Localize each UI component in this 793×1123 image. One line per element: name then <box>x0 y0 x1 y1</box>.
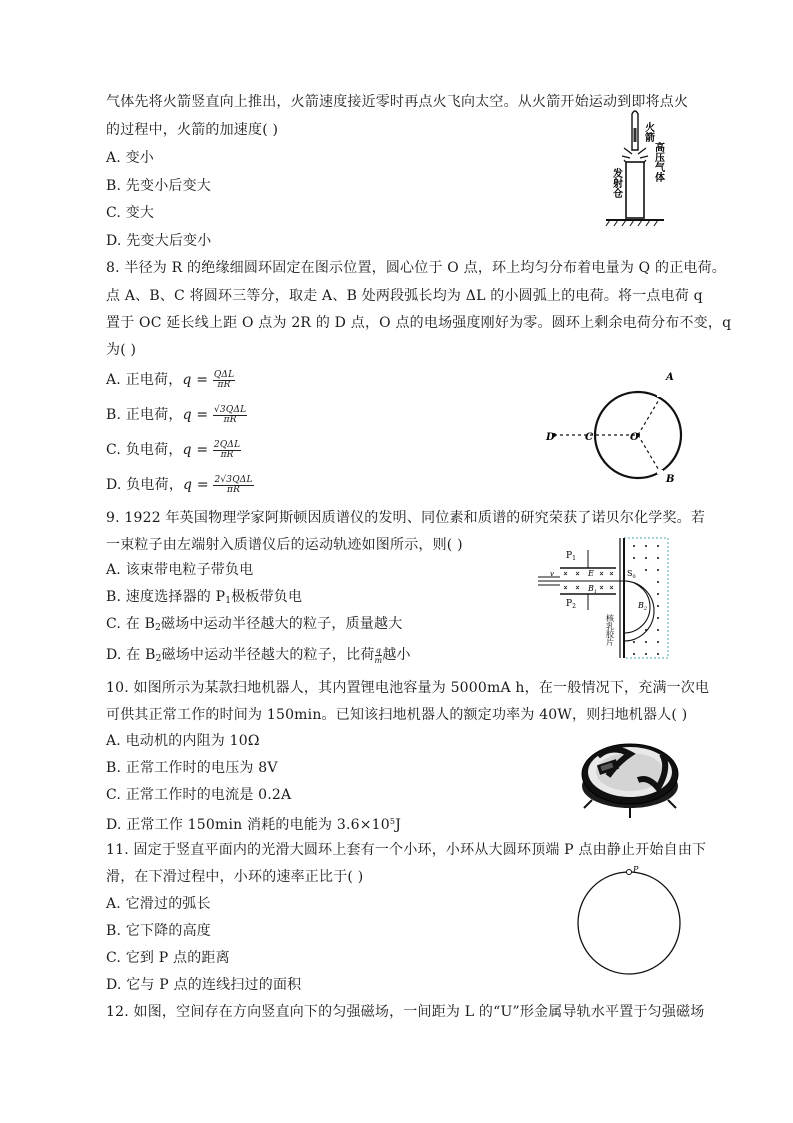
q11-option-c: C. 它到 P 点的距离 <box>106 950 230 966</box>
label-p1: $P_1$ <box>566 551 576 562</box>
q10-option-c: C. 正常工作时的电流是 0.2A <box>106 787 292 803</box>
gap-b <box>657 470 663 474</box>
q8-option-d-text: D. 负电荷， <box>106 477 184 493</box>
q9-option-d-post: 越小 <box>382 647 411 663</box>
q8-stem-line-4: 为( ) <box>106 342 137 358</box>
q9-option-c <box>106 614 402 638</box>
q9-option-a: A. 该束带电粒子带负电 <box>106 562 254 578</box>
gas-label: 高压气体 <box>652 142 664 182</box>
label-o: O <box>630 432 639 443</box>
q8-stem-line-3: 置于 OC 延长线上距 O 点为 2R 的 D 点，O 点的电场强度刚好为零。圆环上剩余电荷分布不变，q <box>106 315 732 331</box>
label-s0: $S_0$ <box>627 569 636 580</box>
q9-option-b <box>106 587 302 611</box>
q8-option-a-fraction <box>213 371 235 390</box>
q12-stem-line-1: 12. 如图，空间存在方向竖直向下的匀强磁场，一间距为 L 的“U”形金属导轨水平置于匀强磁场 <box>106 1004 705 1020</box>
q9-option-b-sub: 1 <box>225 596 232 606</box>
q9-option-d-numerator: q <box>375 645 382 655</box>
q8-option-b-fraction <box>213 406 247 425</box>
q8-option-b-numerator: √3QΔL <box>214 404 247 415</box>
q8-option-b-denominator: πR <box>223 414 237 425</box>
q8-option-d-denominator: πR <box>227 484 241 495</box>
q11-option-a: A. 它滑过的弧长 <box>106 896 211 912</box>
q10-stem-line-2: 可供其正常工作的时间为 150min。已知该扫地机器人的额定功率为 40W，则扫地机器人( ) <box>106 707 688 723</box>
q8-option-a-denominator: πR <box>217 379 231 390</box>
small-ring <box>627 870 632 875</box>
q9-option-d-sub: 2 <box>155 654 162 664</box>
q10-stem-line-1: 10. 如图所示为某款扫地机器人，其内置锂电池容量为 5000mA h，在一般情况下，充满一次电 <box>106 680 710 696</box>
q8-stem-line-1: 8. 半径为 R 的绝缘细圆环固定在图示位置，圆心位于 O 点，环上均匀分布着电量为 Q 的正电荷。 <box>106 260 727 276</box>
robot-vacuum-figure <box>578 732 682 822</box>
label-p: P <box>633 866 639 874</box>
q8-option-b <box>106 405 247 425</box>
label-p2: $P_2$ <box>566 599 576 610</box>
q8-option-c-fraction <box>213 441 241 460</box>
gap-a <box>657 393 663 397</box>
label-b1: $B_1$ <box>588 584 598 595</box>
q8-option-a-eq: q = <box>182 372 209 388</box>
q10-option-d-pre: D. 正常工作 150min 消耗的电能为 3.6×10 <box>106 817 390 833</box>
q10-option-a: A. 电动机的内阻为 10Ω <box>106 733 260 749</box>
q8-option-c <box>106 440 241 460</box>
q10-option-d <box>106 812 401 835</box>
q10-option-d-sup: 5 <box>389 817 396 826</box>
q7-option-c: C. 变大 <box>106 205 155 221</box>
q7-stem-line-2: 的过程中，火箭的加速度( ) <box>106 122 279 138</box>
q9-option-c-sub: 2 <box>155 623 161 633</box>
large-ring-figure <box>574 866 686 976</box>
q8-option-b-eq: q = <box>182 407 209 423</box>
label-a: A <box>666 372 674 383</box>
q8-option-c-denominator: πR <box>220 449 234 460</box>
oa-dashed-line <box>638 398 660 435</box>
q8-option-d-numerator: 2√3QΔL <box>214 474 253 485</box>
label-film: 核乳胶片 <box>605 614 615 646</box>
q8-stem-line-2: 点 A、B、C 将圆环三等分，取走 A、B 处两段弧长均为 ΔL 的小圆弧上的电荷。将一点电荷 q <box>106 288 703 304</box>
q9-option-c-post: 磁场中运动半径越大的粒子，质量越大 <box>161 616 403 632</box>
q8-option-c-numerator: 2QΔL <box>213 439 241 450</box>
q10-option-b: B. 正常工作时的电压为 8V <box>106 760 278 776</box>
rocket-label: 火箭 <box>642 122 654 142</box>
q11-option-b: B. 它下降的高度 <box>106 923 211 939</box>
q7-option-d: D. 先变大后变小 <box>106 233 212 249</box>
label-b: B <box>666 474 675 485</box>
q9-stem-line-1: 9. 1922 年英国物理学家阿斯顿因质谱仪的发明、同位素和质谱的研究荣获了诺贝尔化学奖。若 <box>106 510 706 526</box>
q9-option-d-mid: 磁场中运动半径越大的粒子，比荷 <box>161 647 375 663</box>
label-b2: $B_2$ <box>638 601 648 612</box>
q11-option-d: D. 它与 P 点的连线扫过的面积 <box>106 977 302 993</box>
q11-stem-line-1: 11. 固定于竖直平面内的光滑大圆环上套有一个小环，小环从大圆环顶端 P 点由静止开始自由下 <box>106 842 707 858</box>
q9-stem-line-2: 一束粒子由左端射入质谱仪后的运动轨迹如图所示，则( ) <box>106 537 463 553</box>
q8-option-a-text: A. 正电荷， <box>106 372 183 388</box>
q8-option-a <box>106 370 235 390</box>
q9-option-d-pre: D. 在 B <box>106 647 156 663</box>
q8-option-d-eq: q = <box>183 477 209 493</box>
q7-option-b: B. 先变小后变大 <box>106 178 211 194</box>
q8-option-a-numerator: QΔL <box>213 369 235 380</box>
q9-option-d-denominator: m <box>374 655 383 665</box>
q8-option-d <box>106 475 254 495</box>
label-c: C <box>585 432 593 443</box>
label-v: v <box>550 570 554 578</box>
q8-option-c-eq: q = <box>182 442 209 458</box>
q11-stem-line-2: 滑，在下滑过程中，小环的速率正比于( ) <box>106 869 364 885</box>
q8-option-c-text: C. 负电荷， <box>106 442 183 458</box>
rocket-launch-figure <box>602 108 684 230</box>
label-e: E <box>588 569 594 578</box>
charged-ring-figure <box>540 368 690 486</box>
silo-label: 发射仓 <box>610 168 622 198</box>
q9-option-b-pre: B. 速度选择器的 P <box>106 589 226 605</box>
q8-option-b-text: B. 正电荷， <box>106 407 183 423</box>
q8-option-d-fraction <box>213 476 253 495</box>
q9-option-d <box>106 645 411 669</box>
mass-spectrometer-figure <box>538 536 672 662</box>
q7-option-a: A. 变小 <box>106 150 155 166</box>
q9-option-c-pre: C. 在 B <box>106 616 156 632</box>
q7-stem-line-1: 气体先将火箭竖直向上推出，火箭速度接近零时再点火飞向太空。从火箭开始运动到即将点火 <box>106 94 689 110</box>
q9-option-b-post: 极板带负电 <box>231 589 303 605</box>
label-d: D <box>546 432 555 443</box>
ob-dashed-line <box>638 435 660 472</box>
q10-option-d-post: J <box>395 817 401 833</box>
